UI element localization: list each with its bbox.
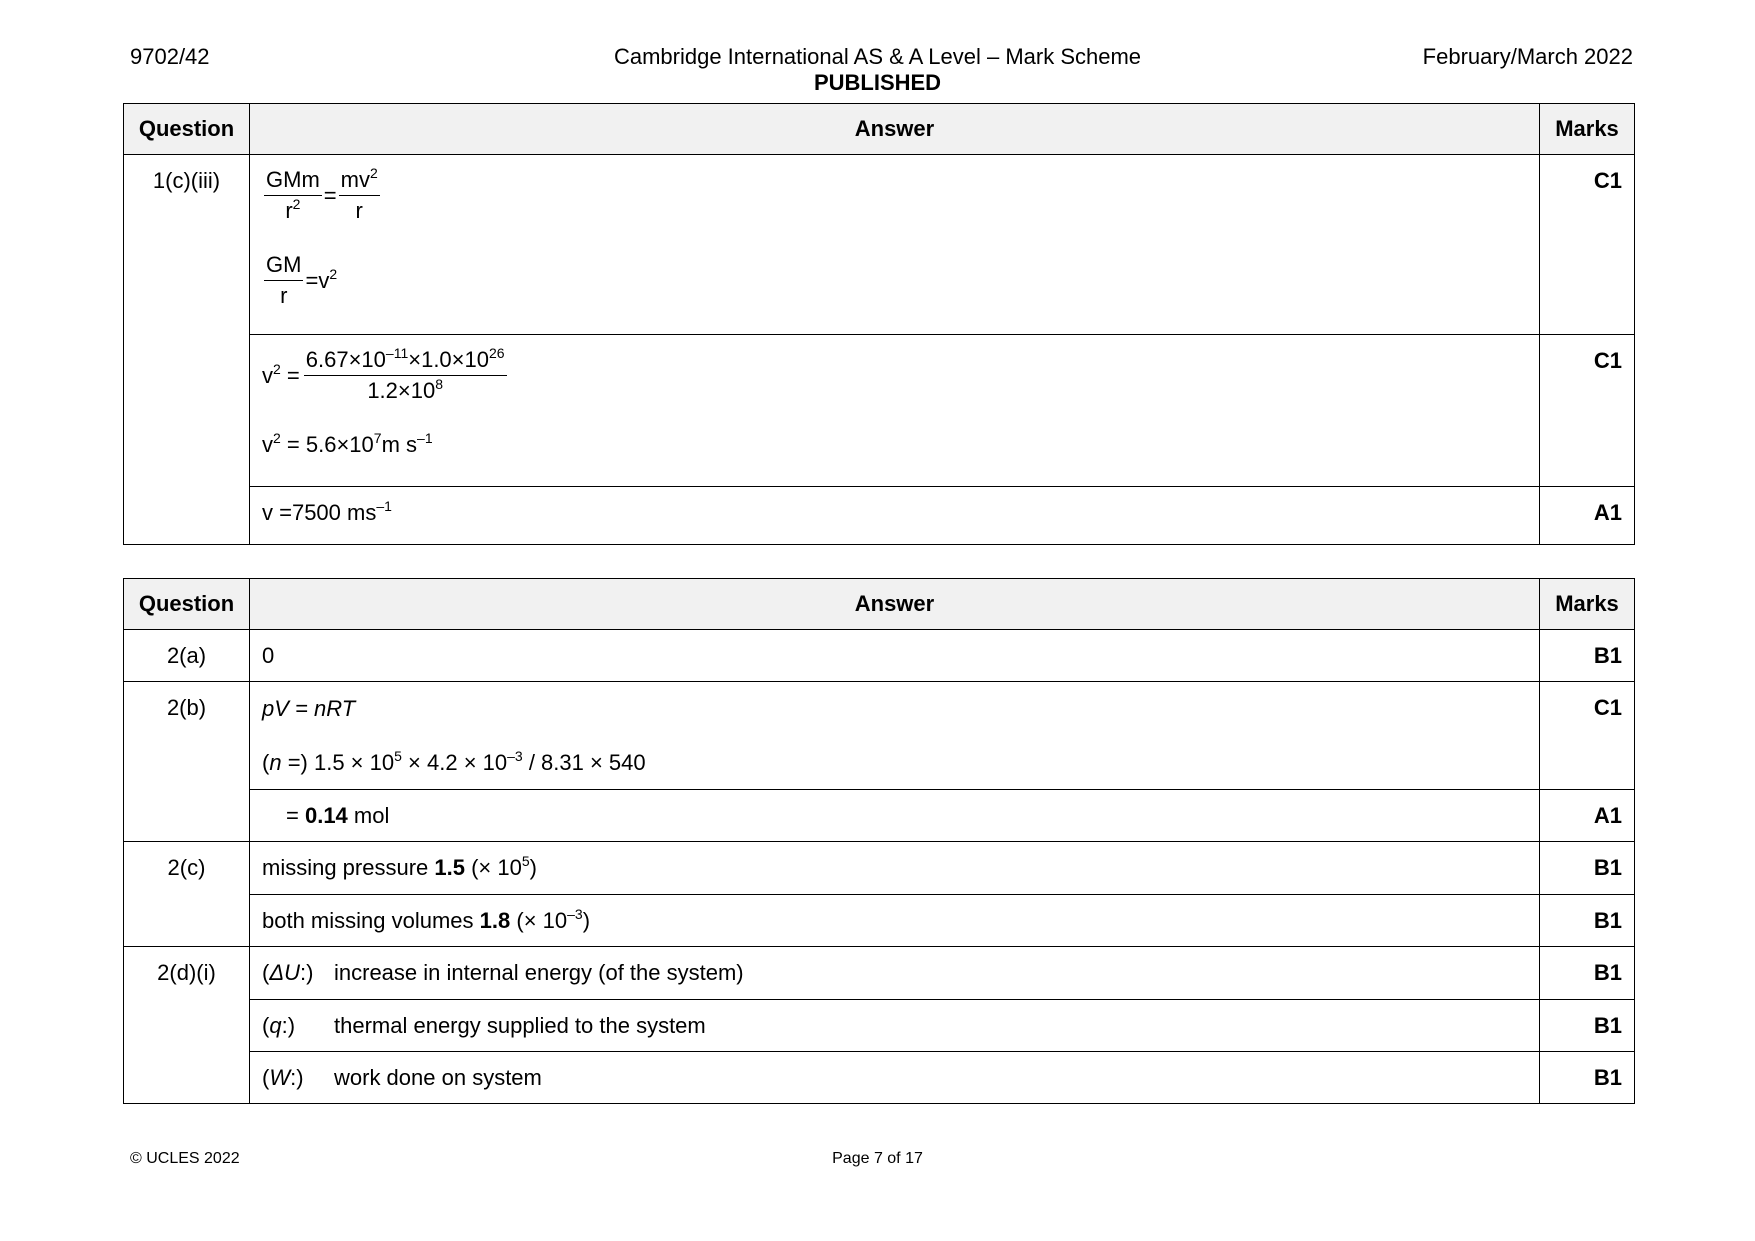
- numerator: GMm: [264, 168, 322, 196]
- answer-cell: [250, 155, 1540, 335]
- mark-scheme-table-q1: [123, 103, 1635, 545]
- column-header-question: Question: [124, 104, 250, 155]
- answer-cell: (W:) work done on system: [250, 1052, 1540, 1104]
- question-number: 2(d)(i): [124, 947, 250, 1104]
- mark-code: C1: [1540, 682, 1635, 790]
- mark-code: B1: [1540, 630, 1635, 682]
- question-number: 1(c)(iii): [124, 155, 250, 545]
- moles-calculation: (n =) $1.5 \times 10^5 \times 4.2 \times 10^{-3} / 8.31 \times 540$: [262, 748, 646, 775]
- column-header-answer: Answer: [250, 104, 1540, 155]
- mark-code: B1: [1540, 947, 1635, 1000]
- answer-cell: v =7500 $ms^{-1}$: [250, 487, 1540, 545]
- equation-gm-over-r: $\frac{GM}{r}$ $=v^2$: [266, 252, 338, 308]
- column-header-marks: Marks: [1540, 104, 1635, 155]
- table-row: [124, 630, 1635, 682]
- symbol-label: (q:): [262, 1013, 296, 1038]
- table-row: [124, 487, 1635, 545]
- table-row: [124, 947, 1635, 1000]
- mark-scheme-table-q2: [123, 578, 1635, 1104]
- table-row: [124, 1000, 1635, 1052]
- table-row: [124, 335, 1635, 487]
- mark-code: B1: [1540, 842, 1635, 895]
- title-text: Cambridge International AS & A Level – Mark Scheme: [613, 44, 1142, 69]
- mark-code: C1: [1540, 155, 1635, 335]
- mark-code: A1: [1540, 790, 1635, 842]
- symbol-label: (ΔU:): [262, 960, 314, 985]
- answer-cell: both missing volumes 1.8 (× $10^{-3}$): [250, 895, 1540, 947]
- table-row: [124, 682, 1635, 790]
- table-row: [124, 842, 1635, 895]
- mark-code: A1: [1540, 487, 1635, 545]
- question-number: 2(a): [124, 630, 250, 682]
- table-row: [124, 790, 1635, 842]
- paper-code: 9702/42: [130, 44, 210, 69]
- table-row: [124, 895, 1635, 947]
- mark-code: B1: [1540, 1000, 1635, 1052]
- symbol-label: (W:): [262, 1065, 304, 1090]
- column-header-answer: Answer: [250, 579, 1540, 630]
- answer-cell: missing pressure 1.5 (× $10^5$): [250, 842, 1540, 895]
- column-header-marks: Marks: [1540, 579, 1635, 630]
- column-header-question: Question: [124, 579, 250, 630]
- published-label: PUBLISHED: [813, 70, 942, 95]
- answer-cell: [250, 335, 1540, 487]
- equation-v-squared-result: $v^2 = 5.6\times 10^7m$ $s^{-1}$: [262, 430, 433, 457]
- answer-cell: 0: [250, 630, 1540, 682]
- table-row: [124, 155, 1635, 335]
- table-header-row: [124, 104, 1635, 155]
- mark-code: B1: [1540, 1052, 1635, 1104]
- equation-gravity-centripetal: $\frac{\text{GMm}}{r^2}$ = $\frac{mv^2}{r}$: [266, 165, 378, 223]
- question-number: 2(c): [124, 842, 250, 947]
- table-row: [124, 1052, 1635, 1104]
- answer-cell: (q:) thermal energy supplied to the system: [250, 1000, 1540, 1052]
- table-header-row: [124, 579, 1635, 630]
- ideal-gas-equation: pV = nRT: [262, 696, 356, 721]
- answer-cell: = 0.14 mol: [250, 790, 1540, 842]
- page-number: Page 7 of 17: [832, 1150, 923, 1167]
- mark-code: C1: [1540, 335, 1635, 487]
- equation-v-squared-substitution: $v^2$ = $\frac{6.67\times 10^{-11}\times 1.0\times 10^{26}}{1.2\times 10^8}$: [262, 345, 505, 403]
- question-number: 2(b): [124, 682, 250, 842]
- session-label: February/March 2022: [1422, 44, 1633, 69]
- answer-cell: (ΔU:) increase in internal energy (of the system): [250, 947, 1540, 1000]
- answer-cell: [250, 682, 1540, 790]
- copyright-notice: © UCLES 2022: [130, 1150, 240, 1167]
- mark-code: B1: [1540, 895, 1635, 947]
